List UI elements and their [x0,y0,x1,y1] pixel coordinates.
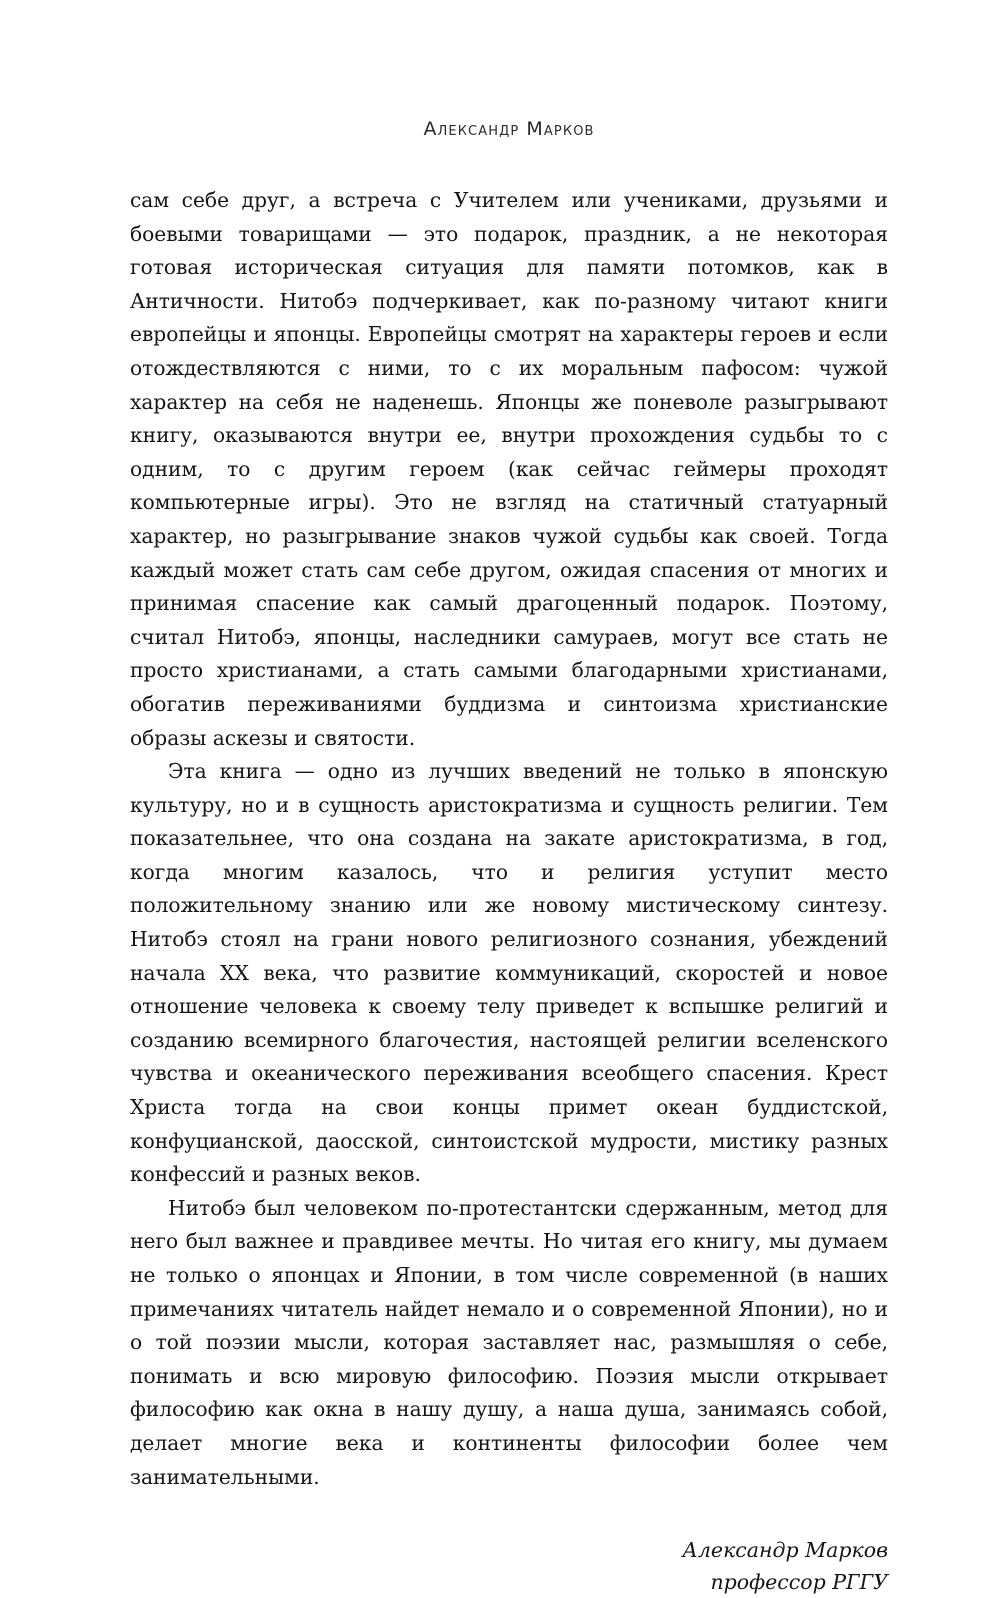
signature-name: Александр Марков [682,1538,888,1563]
paragraph: Нитобэ был человеком по-протестантски сдержанным, метод для него был важнее и правдивее мечты. Но читая его книгу, мы думаем не только о японцах и Японии, в том числе современной (в наших примечаниях читатель найдет немало и о современной Японии), но и о той поэзии мысли, которая заставляет нас, размышляя о себе, понимать и всю мировую философию. Поэзия мысли открывает философию как окна в нашу душу, а наша душа, занимаясь собой, делает многие века и континенты философии более чем занимательными. [130,1195,888,1489]
running-head: Александр Марков [423,118,595,140]
paragraph: сам себе друг, а встреча с Учителем или учениками, друзьями и боевыми товарищами — это подарок, праздник, а не некоторая готовая историческая ситуация для памяти потомков, как в Античности. Нитобэ подчеркивает, как по-разному читают книги европейцы и японцы. Европейцы смотрят на характеры героев и если отождествляются с ними, то с их моральным пафосом: чужой характер на себя не наденешь. Японцы же поневоле разыгрывают книгу, оказываются внутри ее, внутри прохождения судьбы то с одним, то с другим героем (как сейчас геймеры проходят компьютерные игры). Это не взгляд на статичный статуарный характер, но разыгрывание знаков чужой судьбы как своей. Тогда каждый может стать сам себе другом, ожидая спасения от многих и принимая спасение как самый драгоценный подарок. Поэтому, считал Нитобэ, японцы, наследники самураев, могут все стать не просто христианами, а стать самыми благодарными христианами, обогатив переживаниями буддизма и синтоизма христианские образы аскезы и святости. [130,188,888,750]
signature-block [130,1534,888,1598]
signature-title: профессор РГГУ [710,1570,888,1595]
body-text [130,184,888,1494]
paragraph: Эта книга — одно из лучших введений не только в японскую культуру, но и в сущность аристократизма и сущность религии. Тем показательнее, что она создана на закате аристократизма, в год, когда многим казалось, что и религия уступит место положительному знанию или же новому мистическому синтезу. Нитобэ стоял на грани нового религиозного сознания, убеждений начала XX века, что развитие коммуникаций, скоростей и новое отношение человека к своему телу приведет к вспышке религий и созданию всемирного благочестия, настоящей религии вселенского чувства и океанического переживания всеобщего спасения. Крест Христа тогда на свои концы примет океан буддистской, конфуцианской, даосской, синтоистской мудрости, мистику разных конфессий и разных веков. [130,759,888,1187]
